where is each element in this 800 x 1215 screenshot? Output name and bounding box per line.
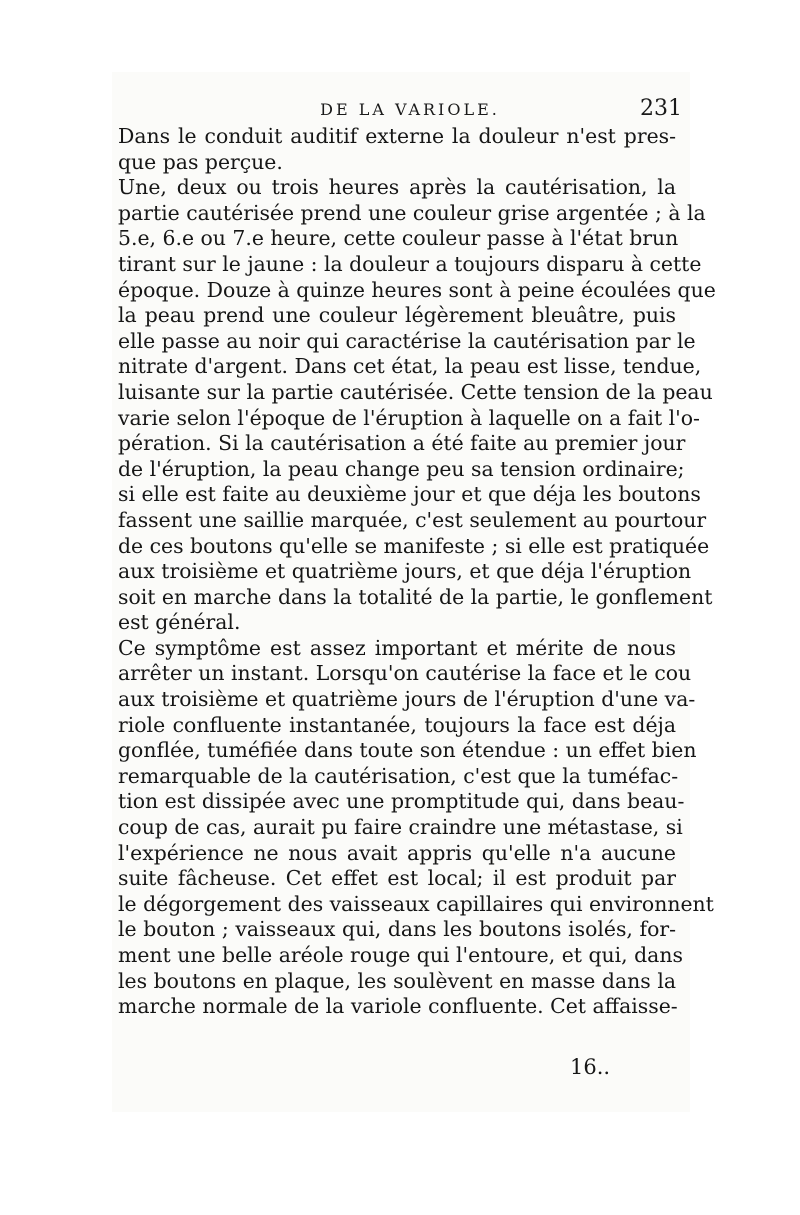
text-line: de ces boutons qu'elle se manifeste ; si elle est pratiquée [118,533,710,558]
text-line: aux troisième et quatrième jours, et que déja l'éruption [118,559,692,584]
text-line: tirant sur le jaune : la douleur a toujours disparu à cette [118,251,702,276]
page-header [138,96,682,126]
text-line: luisante sur la partie cautérisée. Cette tension de la peau [118,379,713,404]
text-line: remarquable de la cautérisation, c'est que la tuméfac- [118,763,679,788]
text-line: de l'éruption, la peau change peu sa tension ordinaire; [118,456,685,481]
text-line: partie cautérisée prend une couleur grise argentée ; à la [118,200,706,225]
text-line: Ce symptôme est assez important et mérite de nous [118,635,676,660]
text-line: le bouton ; vaisseaux qui, dans les boutons isolés, for- [118,917,676,942]
paragraph-2 [118,175,716,636]
text-line: nitrate d'argent. Dans cet état, la peau est lisse, tendue, [118,354,702,379]
text-line: marche normale de la variole confluente. Cet affaisse- [118,994,678,1019]
text-line: les boutons en plaque, les soulèvent en masse dans la [118,968,676,993]
text-line: la peau prend une couleur légèrement bleuâtre, puis [118,303,676,328]
text-line: époque. Douze à quinze heures sont à peine écoulées que [118,277,716,302]
text-line: l'expérience ne nous avait appris qu'elle n'a aucune [118,840,676,865]
text-line: Dans le conduit auditif externe la douleur n'est pres- [118,124,676,148]
text-line: coup de cas, aurait pu faire craindre une métastase, si [118,815,683,840]
text-line: est général. [118,610,241,635]
paragraph-1 [118,124,676,175]
text-line: que pas perçue. [118,149,283,174]
body-text [118,124,716,1020]
text-line: pération. Si la cautérisation a été faite au premier jour [118,431,686,456]
text-line: ment une belle aréole rouge qui l'entoure, et qui, dans [118,943,683,967]
paragraph-3 [118,635,714,1020]
text-line: suite fâcheuse. Cet effet est local; il est produit par [118,866,676,891]
text-line: soit en marche dans la totalité de la partie, le gonflement [118,584,713,609]
text-line: gonflée, tuméfiée dans toute son étendue : un effet bien [118,738,697,763]
page-number: 231 [640,96,682,121]
text-line: elle passe au noir qui caractérise la cautérisation par le [118,328,696,353]
text-line: le dégorgement des vaisseaux capillaires qui environnent [118,891,714,916]
signature-mark: 16.. [570,1055,611,1079]
text-line: arrêter un instant. Lorsqu'on cautérise la face et le cou [118,661,692,686]
text-line: tion est dissipée avec une promptitude qui, dans beau- [118,789,685,814]
text-line: riole confluente instantanée, toujours la face est déja [118,712,676,737]
text-line: aux troisième et quatrième jours de l'éruption d'une va- [118,687,696,712]
text-line: Une, deux ou trois heures après la cautérisation, la [118,175,676,200]
text-line: 5.e, 6.e ou 7.e heure, cette couleur passe à l'état brun [118,226,679,251]
text-line: si elle est faite au deuxième jour et que déja les boutons [118,482,701,507]
running-head: DE LA VARIOLE. [320,100,500,119]
text-line: varie selon l'époque de l'éruption à laquelle on a fait l'o- [118,405,700,430]
text-line: fassent une saillie marquée, c'est seulement au pourtour [118,507,707,532]
